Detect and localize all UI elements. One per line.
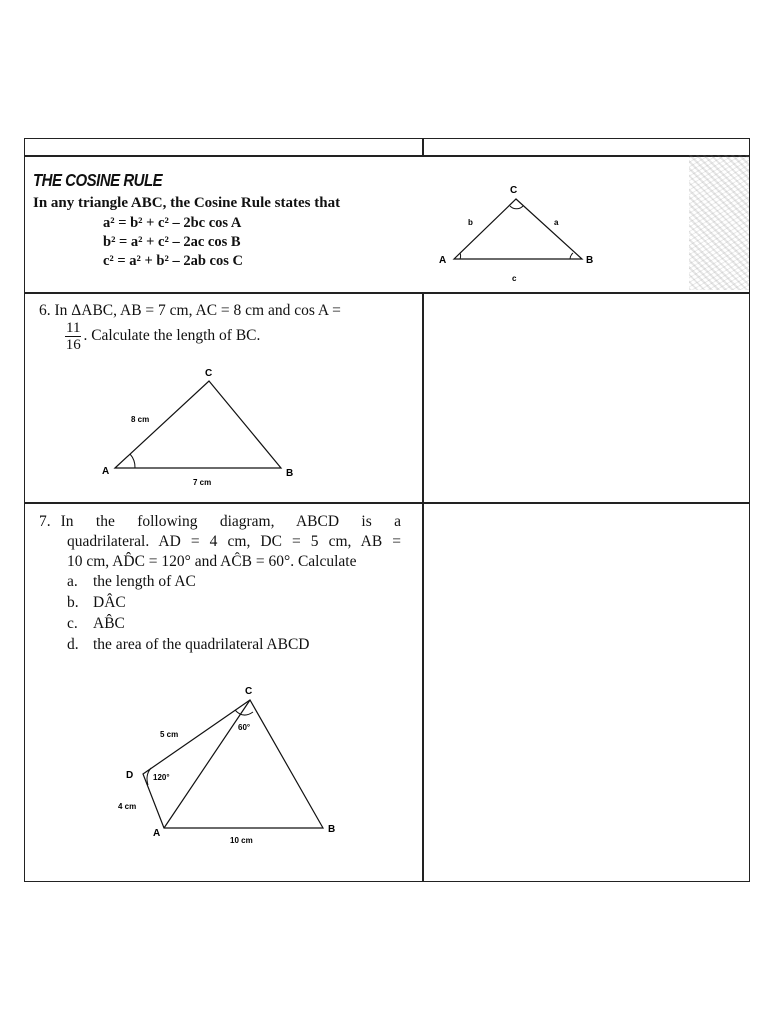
section-title: THE COSINE RULE xyxy=(33,171,163,191)
angle-b-arc xyxy=(570,253,573,259)
question-6-number: 6. xyxy=(39,302,51,319)
side-ab-length: 7 cm xyxy=(193,478,212,487)
fraction-numerator: 11 xyxy=(66,320,81,336)
formula-list xyxy=(103,214,243,271)
vertex-b: B xyxy=(586,255,594,266)
diagonal-ac xyxy=(164,700,250,828)
side-ab-length: 10 cm xyxy=(230,836,253,845)
column-divider-q6 xyxy=(422,292,424,502)
question-6-line2-row xyxy=(65,320,260,353)
question-7-number: 7. xyxy=(39,513,51,530)
row-divider-3 xyxy=(25,502,749,504)
question-6-line1: In ΔABC, AB = 7 cm, AC = 8 cm and cos A = xyxy=(54,302,341,319)
worksheet-table xyxy=(24,138,750,882)
general-triangle-diagram xyxy=(430,179,630,289)
question-7-line1-row xyxy=(39,512,401,532)
triangle-q6 xyxy=(115,381,281,468)
column-divider-q7 xyxy=(422,502,424,882)
triangle-abc xyxy=(454,199,582,259)
side-b: b xyxy=(468,218,473,227)
row-divider-2 xyxy=(25,292,749,294)
question-6 xyxy=(39,301,409,321)
fraction-denominator: 16 xyxy=(65,337,81,353)
question-7-parts xyxy=(67,571,310,655)
angle-a-arc xyxy=(130,454,135,468)
side-c: c xyxy=(512,274,517,283)
scan-noise xyxy=(689,155,749,290)
vertex-a: A xyxy=(153,828,161,839)
question-7-line3: 10 cm, AD̂C = 120° and AĈB = 60°. Calculate xyxy=(67,553,357,570)
vertex-c: C xyxy=(205,368,213,379)
vertex-b: B xyxy=(286,468,294,479)
angle-c-value: 60° xyxy=(238,723,251,732)
vertex-a: A xyxy=(102,466,110,477)
angle-c-arc xyxy=(235,710,253,715)
part-b: b. DÂC xyxy=(67,594,126,611)
column-divider-top xyxy=(422,139,424,155)
question-7-line2: quadrilateral. AD = 4 cm, DC = 5 cm, AB = xyxy=(67,533,401,550)
formula-c: c² = a² + b² – 2ab cos C xyxy=(103,253,243,269)
question-7 xyxy=(39,512,401,572)
quadrilateral-diagram xyxy=(115,679,355,859)
formula-b: b² = a² + c² – 2ac cos B xyxy=(103,234,241,250)
side-ad-length: 4 cm xyxy=(118,802,137,811)
cos-a-fraction xyxy=(65,320,81,353)
part-c: c. AB̂C xyxy=(67,615,125,632)
row-divider-1 xyxy=(25,155,749,157)
question-6-line2: . Calculate the length of BC. xyxy=(83,327,261,345)
side-a: a xyxy=(554,218,559,227)
angle-c-arc xyxy=(510,206,523,209)
question-7-line1: In the following diagram, ABCD is a xyxy=(60,513,401,530)
vertex-d: D xyxy=(126,770,134,781)
side-ac-length: 8 cm xyxy=(131,415,150,424)
vertex-c: C xyxy=(245,686,253,697)
part-a: a. the length of AC xyxy=(67,573,196,590)
angle-d-value: 120° xyxy=(153,773,170,782)
formula-a: a² = b² + c² – 2bc cos A xyxy=(103,215,242,231)
angle-a-arc xyxy=(460,253,461,259)
question-6-triangle-diagram xyxy=(95,364,305,494)
vertex-a: A xyxy=(439,255,447,266)
vertex-c: C xyxy=(510,185,518,196)
vertex-b: B xyxy=(328,824,336,835)
quadrilateral-abcd xyxy=(143,700,323,828)
side-dc-length: 5 cm xyxy=(160,730,179,739)
cosine-rule-intro: In any triangle ABC, the Cosine Rule states that xyxy=(33,195,341,211)
part-d: d. the area of the quadrilateral ABCD xyxy=(67,636,310,653)
